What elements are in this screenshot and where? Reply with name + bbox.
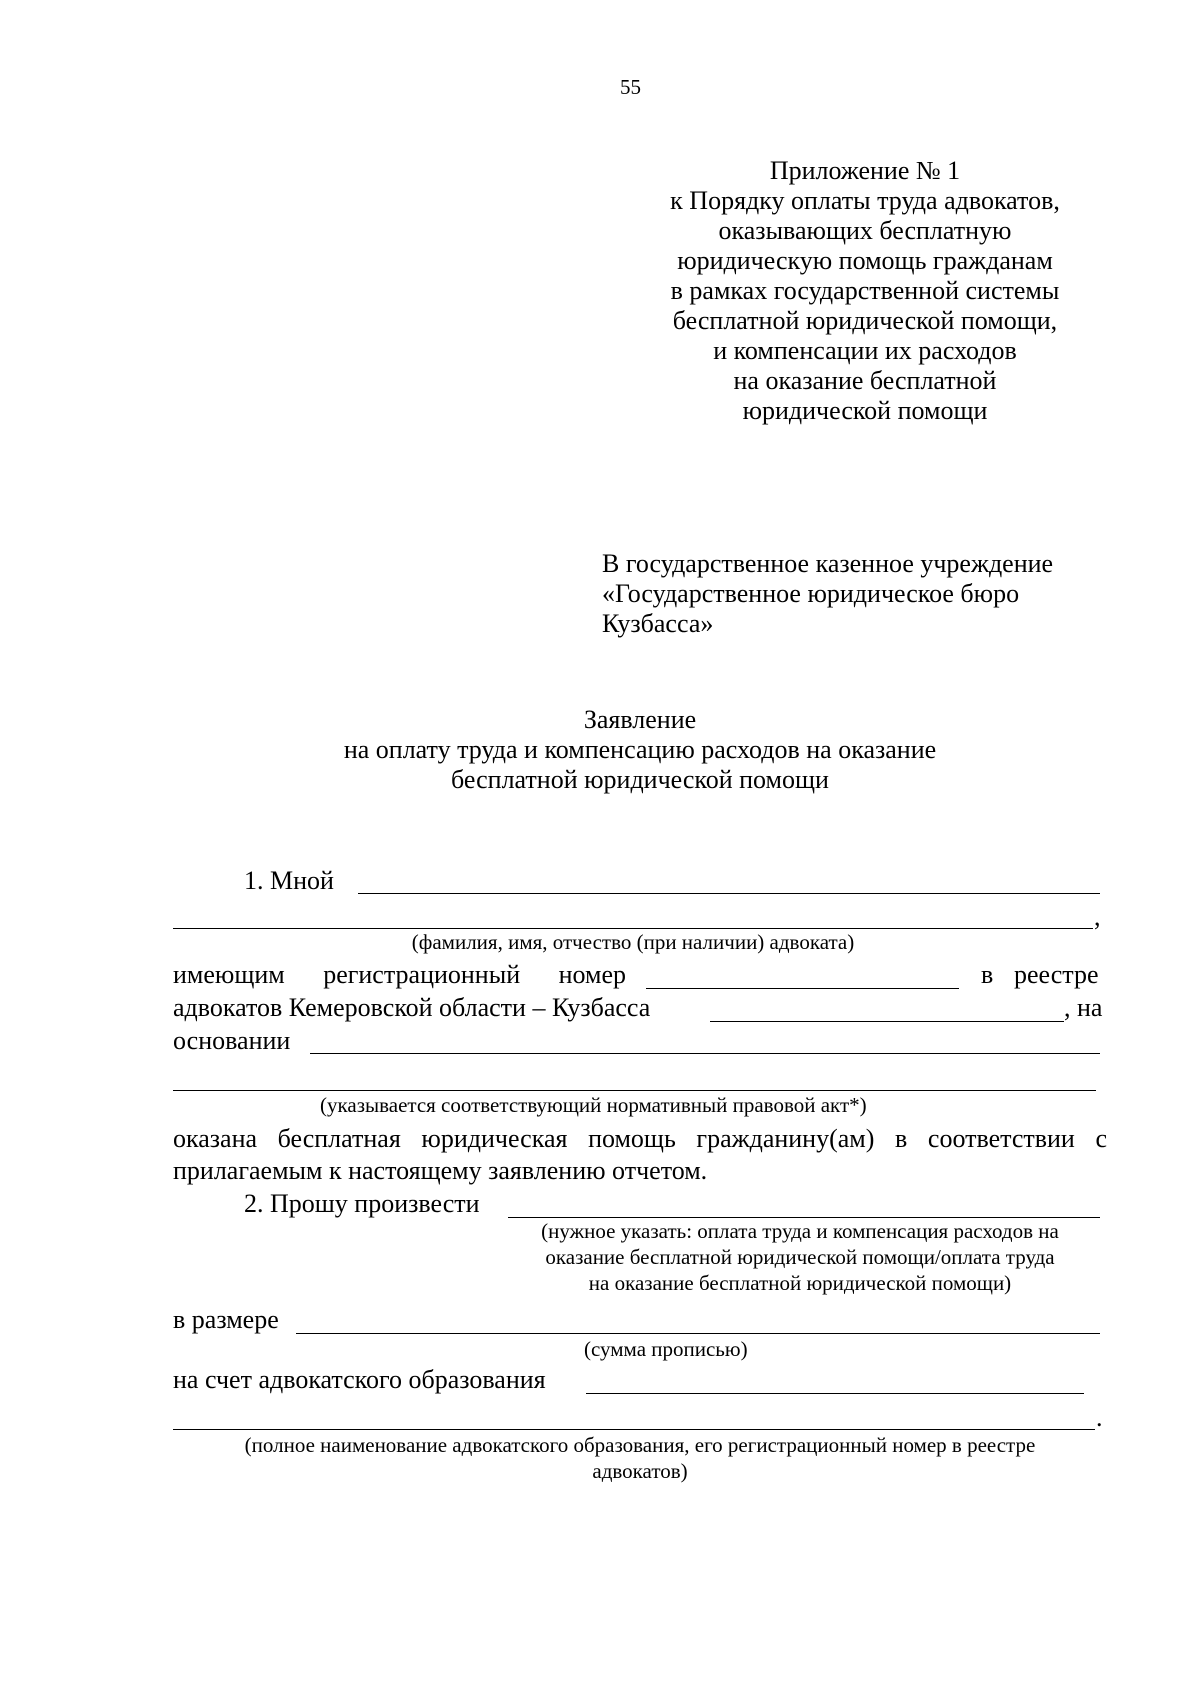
page-number: 55 bbox=[620, 75, 641, 99]
registry-number-line[interactable] bbox=[710, 1021, 1064, 1022]
period: . bbox=[1096, 1403, 1103, 1432]
appendix-line: бесплатной юридической помощи, bbox=[672, 306, 1058, 335]
reg-in: в bbox=[981, 960, 994, 989]
hint-payment-type bbox=[480, 1218, 1120, 1296]
title-line: на оплату труда и компенсацию расходов на оказание bbox=[343, 735, 937, 764]
basis-label: основании bbox=[173, 1026, 291, 1055]
account-line[interactable] bbox=[586, 1393, 1084, 1394]
lawyer-name-line[interactable] bbox=[358, 893, 1100, 894]
appendix-line: в рамках государственной системы bbox=[670, 276, 1060, 305]
amount-line[interactable] bbox=[296, 1333, 1100, 1334]
addressee-line: Кузбасса» bbox=[602, 609, 714, 638]
provided-word: с bbox=[1095, 1124, 1107, 1153]
hint-legal-act: (указывается соответствующий нормативный правовой акт*) bbox=[320, 1093, 867, 1117]
provided-word: соответствии bbox=[927, 1124, 1075, 1153]
hint-amount: (сумма прописью) bbox=[584, 1337, 748, 1361]
comma: , bbox=[1094, 902, 1101, 931]
addressee-block bbox=[602, 549, 1053, 639]
provided-word: гражданину(ам) bbox=[696, 1124, 875, 1153]
provided-text-2: прилагаемым к настоящему заявлению отчетом. bbox=[173, 1156, 708, 1185]
appendix-line: юридической помощи bbox=[742, 396, 988, 425]
hint-lawyer-name: (фамилия, имя, отчество (при наличии) адвоката) bbox=[411, 930, 855, 954]
provided-word: юридическая bbox=[421, 1124, 568, 1153]
hint-line: оказание бесплатной юридической помощи/оплата труда bbox=[545, 1245, 1055, 1269]
hint-line: (нужное указать: оплата труда и компенсация расходов на bbox=[541, 1219, 1059, 1243]
reg-word: регистрационный bbox=[323, 960, 521, 989]
reg-word: номер bbox=[558, 960, 626, 989]
registry-text: адвокатов Кемеровской области – Кузбасса bbox=[173, 993, 651, 1022]
hint-line: на оказание бесплатной юридической помощи) bbox=[588, 1271, 1012, 1295]
appendix-line: и компенсации их расходов bbox=[713, 336, 1017, 365]
basis-line-2[interactable] bbox=[173, 1090, 1096, 1091]
provided-word: оказана bbox=[173, 1124, 258, 1153]
account-label: на счет адвокатского образования bbox=[173, 1365, 546, 1394]
account-line-2[interactable] bbox=[173, 1429, 1095, 1430]
amount-label: в размере bbox=[173, 1305, 279, 1334]
reg-registry: реестре bbox=[1014, 960, 1099, 989]
reg-text bbox=[173, 960, 626, 990]
basis-line[interactable] bbox=[310, 1053, 1100, 1054]
title-line: Заявление bbox=[583, 705, 697, 734]
provided-text bbox=[173, 1124, 1107, 1154]
title-line: бесплатной юридической помощи bbox=[451, 765, 829, 794]
provided-word: в bbox=[895, 1124, 908, 1153]
appendix-line: Приложение № 1 bbox=[769, 156, 961, 185]
appendix-line: на оказание бесплатной bbox=[733, 366, 997, 395]
reg-number-line[interactable] bbox=[646, 988, 959, 989]
hint-org bbox=[173, 1432, 1107, 1484]
registry-suffix: , на bbox=[1064, 993, 1103, 1022]
provided-word: бесплатная bbox=[277, 1124, 401, 1153]
appendix-line: к Порядку оплаты труда адвокатов, bbox=[670, 186, 1060, 215]
document-title bbox=[240, 705, 1040, 795]
hint-line: адвокатов) bbox=[592, 1459, 688, 1483]
reg-word: имеющим bbox=[173, 960, 285, 989]
appendix-line: оказывающих бесплатную bbox=[718, 216, 1012, 245]
addressee-line: «Государственное юридическое бюро bbox=[602, 579, 1020, 608]
provided-word: помощь bbox=[588, 1124, 676, 1153]
appendix-line: юридическую помощь гражданам bbox=[677, 246, 1053, 275]
item2-label: 2. Прошу произвести bbox=[244, 1189, 480, 1218]
item1-label: 1. Мной bbox=[244, 866, 334, 895]
addressee-line: В государственное казенное учреждение bbox=[602, 549, 1054, 578]
hint-line: (полное наименование адвокатского образования, его регистрационный номер в реестре bbox=[244, 1433, 1036, 1457]
appendix-block bbox=[645, 156, 1085, 426]
